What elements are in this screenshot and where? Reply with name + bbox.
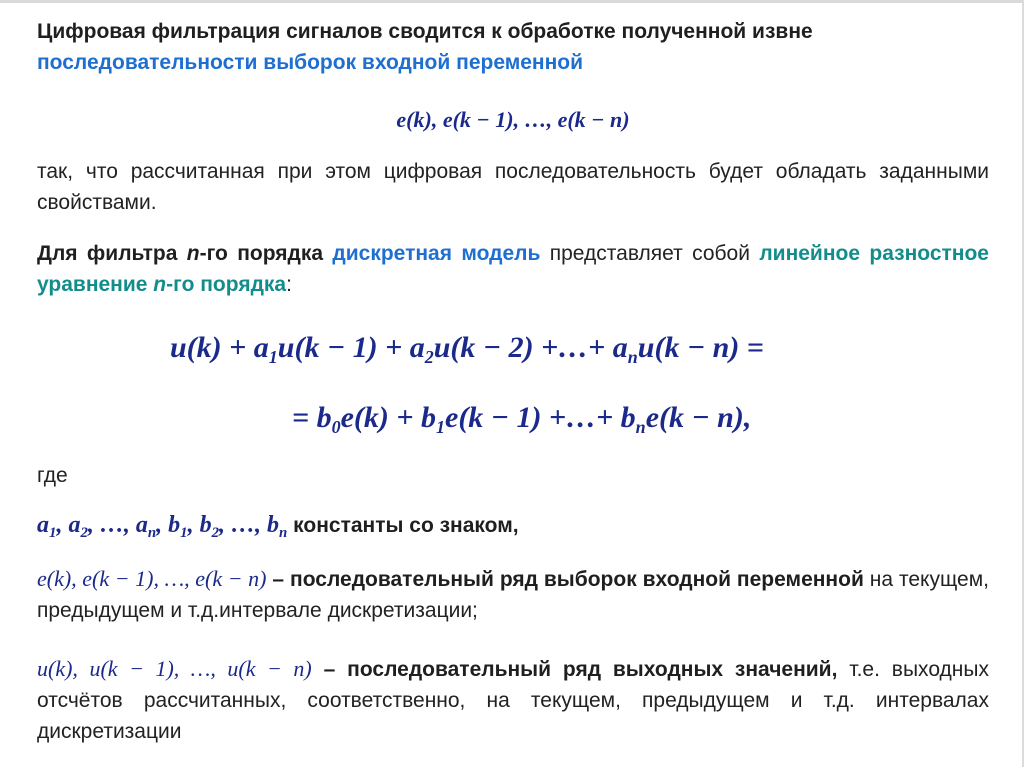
intro-paragraph (37, 16, 989, 78)
intro-line2: последовательности выборок входной переменной (37, 51, 584, 74)
top-border (0, 0, 1024, 3)
link-discrete-model[interactable]: дискретная модель (332, 242, 541, 265)
definition-output-sequence: u(k), u(k − 1), …, u(k − n) – последовательный ряд выходных значений, т.е. выходных отсчётов рассчитанных, соответственно, на текущем, предыдущем и т.д. интервалах дискретизации (37, 656, 989, 743)
paragraph-properties: так, что рассчитанная при этом цифровая последовательность будет обладать заданными свойствами. (37, 160, 989, 214)
link-difference-equation[interactable]: линейное разностное уравнение n-го порядка (37, 242, 989, 296)
where-label: где (37, 464, 68, 487)
definition-constants: $a_1$, $a_2$, …, $a_n$, $b_1$, $b_2$, …, $b_n$ константы со знаком, (37, 512, 519, 541)
difference-equation-line1: $u(k) + a_1u(k - 1) + a_2u(k - 2)$ +…+ $a_nu(k - n)$ = (170, 331, 764, 367)
constants-symbols: $a_1$, $a_2$, …, $a_n$, $b_1$, $b_2$, …, $b_n$ (37, 512, 288, 541)
difference-equation-line2: = $b_0e(k) + b_1e(k - 1)$ +…+ $b_ne(k - n)$, (292, 401, 752, 437)
formula-input-sequence: e(k), e(k − 1), …, e(k − n) (396, 107, 630, 132)
definition-input-sequence: e(k), e(k − 1), …, e(k − n) – последовательный ряд выборок входной переменной на текущем, предыдущем и т.д.интервале дискретизации; (37, 566, 989, 622)
intro-line1: Цифровая фильтрация сигналов сводится к обработке полученной извне (37, 20, 813, 43)
paragraph-filter-order: Для фильтра n-го порядка дискретная модель представляет собой линейное разностное уравнение n-го порядка: (37, 242, 989, 296)
